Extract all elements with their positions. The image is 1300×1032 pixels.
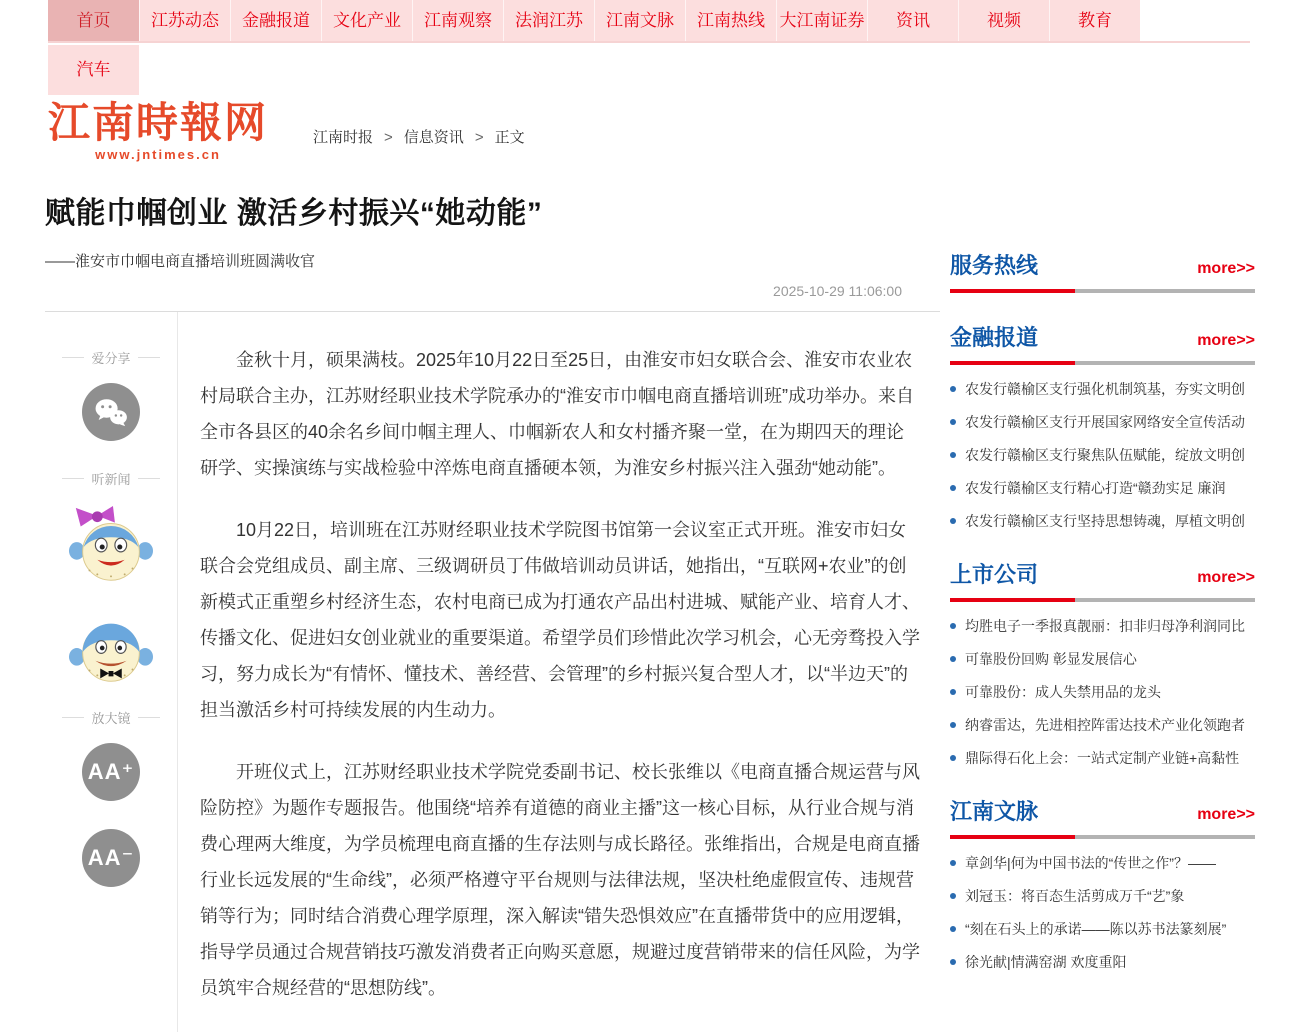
article-subtitle: ——淮安市巾帼电商直播培训班圆满收官 [45, 253, 316, 271]
magnifier-label: 放大镜 [45, 708, 177, 727]
bullet-icon [950, 518, 956, 524]
bullet-icon [950, 656, 956, 662]
listen-female-voice-icon[interactable] [68, 504, 154, 590]
share-label: 爱分享 [45, 348, 177, 367]
breadcrumb [313, 116, 525, 147]
section-title[interactable]: 江南文脉 [950, 799, 1039, 825]
bullet-icon [950, 419, 956, 425]
bullet-icon [950, 623, 956, 629]
nav-tab-finance-report[interactable]: 金融报道 [230, 0, 321, 41]
section-title[interactable]: 金融报道 [950, 325, 1039, 351]
nav-tab-news[interactable]: 资讯 [867, 0, 958, 41]
section-title[interactable]: 服务热线 [950, 253, 1039, 279]
font-decrease-button[interactable]: AA⁻ [82, 829, 140, 887]
sidebar-news-item[interactable]: 可靠股份回购 彰显发展信心 [950, 650, 1255, 668]
section-title[interactable]: 上市公司 [950, 562, 1039, 588]
sidebar-news-item[interactable]: 农发行赣榆区支行坚持思想铸魂，厚植文明创 [950, 512, 1255, 530]
sidebar-news-item[interactable]: 农发行赣榆区支行强化机制筑基，夯实文明创 [950, 380, 1255, 398]
nav-tab-jiangsu-dynamics[interactable]: 江苏动态 [139, 0, 230, 41]
sidebar-news-item[interactable]: 纳睿雷达，先进相控阵雷达技术产业化领跑者 [950, 716, 1255, 734]
right-sidebar [950, 174, 1255, 1032]
section-underline [950, 598, 1255, 602]
publish-date: 2025-10-29 11:06:00 [773, 283, 902, 300]
share-rail [45, 312, 178, 1032]
sidebar-news-item[interactable]: 徐光献|情满窑湖 欢度重阳 [950, 953, 1255, 971]
divider-line [138, 717, 160, 718]
sidebar-section-service-hotline [950, 249, 1255, 293]
nav-tab-law-jiangsu[interactable]: 法润江苏 [503, 0, 594, 41]
more-link[interactable]: more>> [1197, 260, 1255, 278]
sidebar-news-item[interactable]: 农发行赣榆区支行聚焦队伍赋能，绽放文明创 [950, 446, 1255, 464]
article-column [45, 174, 940, 1032]
sidebar-news-item[interactable]: 可靠股份：成人失禁用品的龙头 [950, 683, 1255, 701]
sidebar-news-item[interactable]: 章剑华|何为中国书法的“传世之作”？—— [950, 854, 1255, 872]
article-paragraph: 金秋十月，硕果满枝。2025年10月22日至25日，由淮安市妇女联合会、淮安市农业农村局联合主办，江苏财经职业技术学院承办的“淮安市巾帼电商直播培训班”成功举办。来自全市各县区的40余名乡间巾帼主理人、巾帼新农人和女村播齐聚一堂，在为期四天的理论研学、实操演练与实战检验中淬炼电商直播硬本领，为淮安乡村振兴注入强劲“她动能”。 [200, 350, 914, 479]
site-logo-url: www.jntimes.cn [95, 147, 221, 163]
article-paragraph: 10月22日，培训班在江苏财经职业技术学院图书馆第一会议室正式开班。淮安市妇女联合会党组成员、副主席、三级调研员丁伟做培训动员讲话，她指出，“互联网+农业”的创新模式正重塑乡村经济生态，农村电商已成为打通农产品出村进城、赋能产业、培育人才、传播文化、促进妇女创业就业的重要渠道。希望学员们珍惜此次学习机会，心无旁骛投入学习，努力成长为“有情怀、懂技术、善经营、会管理”的乡村振兴复合型人才，以“半边天”的担当激活乡村可持续发展的内生动力。 [200, 520, 920, 721]
bullet-icon [950, 959, 956, 965]
sidebar-section-finance-report [950, 321, 1255, 530]
main-area [0, 174, 1300, 1032]
bullet-icon [950, 893, 956, 899]
section-underline [950, 361, 1255, 365]
divider-line [138, 478, 160, 479]
divider-line [62, 357, 84, 358]
listen-label: 听新闻 [45, 469, 177, 488]
breadcrumb-current: 正文 [494, 128, 525, 146]
bullet-icon [950, 485, 956, 491]
more-link[interactable]: more>> [1197, 332, 1255, 350]
nav-tab-education[interactable]: 教育 [1049, 0, 1140, 41]
nav-tab-jiangnan-wenmai[interactable]: 江南文脉 [594, 0, 685, 41]
sidebar-news-item[interactable]: “刻在石头上的承诺——陈以苏书法篆刻展” [950, 920, 1255, 938]
nav-tab-video[interactable]: 视频 [958, 0, 1049, 41]
bullet-icon [950, 386, 956, 392]
sidebar-news-item[interactable]: 刘冠玉：将百态生活剪成万千“艺”象 [950, 887, 1255, 905]
more-link[interactable]: more>> [1197, 806, 1255, 824]
divider-line [62, 717, 84, 718]
wechat-share-icon[interactable] [82, 383, 140, 441]
masthead [0, 95, 1300, 174]
nav-tab-jiangnan-observe[interactable]: 江南观察 [412, 0, 503, 41]
sidebar-news-item[interactable]: 农发行赣榆区支行精心打造“赣劲实足 廉润 [950, 479, 1255, 497]
divider-line [62, 478, 84, 479]
nav-row-1 [48, 0, 1250, 43]
nav-tab-jiangnan-hotline[interactable]: 江南热线 [685, 0, 776, 41]
bullet-icon [950, 860, 956, 866]
font-increase-button[interactable]: AA⁺ [82, 743, 140, 801]
bullet-icon [950, 722, 956, 728]
sidebar-section-listed-companies [950, 558, 1255, 767]
article-date-row [45, 271, 940, 312]
divider-line [138, 357, 160, 358]
nav-tab-culture-industry[interactable]: 文化产业 [321, 0, 412, 41]
section-underline [950, 835, 1255, 839]
page-title: 赋能巾帼创业 激活乡村振兴“她动能” [45, 197, 543, 231]
nav-tab-home[interactable]: 首页 [48, 0, 139, 41]
site-logo[interactable] [48, 100, 268, 162]
section-underline [950, 289, 1255, 293]
article-body [178, 312, 940, 1032]
breadcrumb-separator: > [384, 128, 393, 146]
sidebar-news-item[interactable]: 农发行赣榆区支行开展国家网络安全宣传活动 [950, 413, 1255, 431]
bullet-icon [950, 926, 956, 932]
sidebar-news-item[interactable]: 均胜电子一季报真靓丽：扣非归母净利润同比 [950, 617, 1255, 635]
sidebar-section-jiangnan-wenmai [950, 795, 1255, 971]
more-link[interactable]: more>> [1197, 569, 1255, 587]
bullet-icon [950, 689, 956, 695]
article-paragraph: 开班仪式上，江苏财经职业技术学院党委副书记、校长张维以《电商直播合规运营与风险防控》为题作专题报告。他围绕“培养有道德的商业主播”这一核心目标，从行业合规与消费心理两大维度，为学员梳理电商直播的生存法则与成长路径。张维指出，合规是电商直播行业长远发展的“生命线”，必须严格遵守平台规则与法律法规，坚决杜绝虚假宣传、违规营销等行为；同时结合消费心理学原理，深入解读“错失恐惧效应”在直播带货中的应用逻辑，指导学员通过合规营销技巧激发消费者正向购买意愿，规避过度营销带来的信任风险，为学员筑牢合规经营的“思想防线”。 [200, 762, 920, 999]
nav-tab-auto[interactable]: 汽车 [48, 45, 139, 95]
wechat-icon [93, 397, 129, 427]
listen-male-voice-icon[interactable] [68, 606, 154, 692]
breadcrumb-home[interactable]: 江南时报 [313, 128, 374, 146]
breadcrumb-category[interactable]: 信息资讯 [403, 128, 464, 146]
bullet-icon [950, 755, 956, 761]
top-nav [48, 0, 1250, 95]
site-logo-text: 江南時報网 [48, 99, 269, 146]
nav-tab-securities[interactable]: 大江南证券 [776, 0, 867, 41]
nav-row-2 [48, 45, 1250, 95]
sidebar-news-item[interactable]: 鼎际得石化上会：一站式定制产业链+高黏性 [950, 749, 1255, 767]
bullet-icon [950, 452, 956, 458]
breadcrumb-separator: > [474, 128, 484, 146]
